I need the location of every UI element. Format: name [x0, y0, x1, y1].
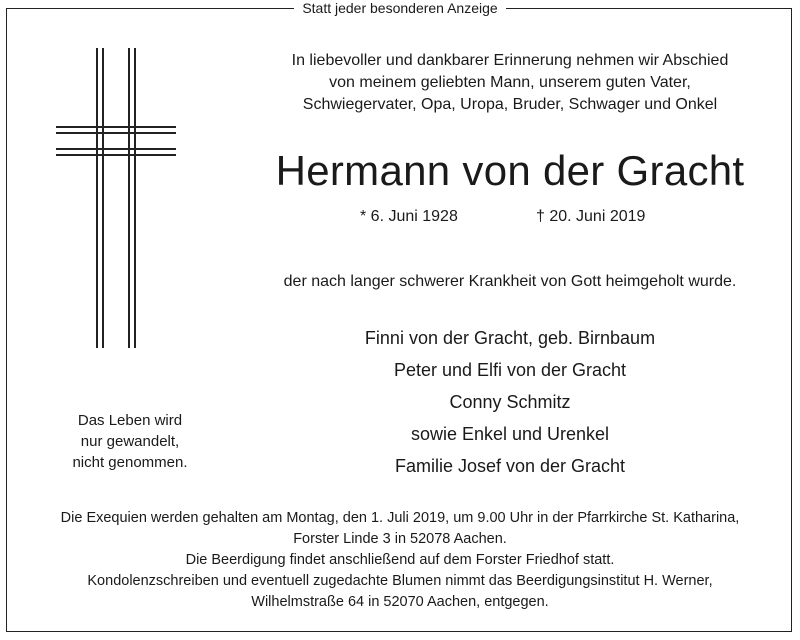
mourners-list — [230, 322, 790, 482]
notice-header — [0, 0, 800, 16]
intro-line: In liebevoller und dankbarer Erinnerung nehmen wir Abschied — [291, 52, 729, 69]
intro-line: von meinem geliebten Mann, unserem guten Vater, — [329, 74, 691, 91]
mourner-entry: sowie Enkel und Urenkel — [410, 424, 610, 444]
deceased-name: Hermann von der Gracht — [275, 147, 745, 194]
mourner-entry: Finni von der Gracht, geb. Birnbaum — [364, 328, 656, 348]
quote-line: nur gewandelt, — [80, 433, 180, 450]
illness-text: der nach langer schwerer Krankheit von Gott heimgeholt wurde. — [283, 273, 737, 290]
details-line: Die Exequien werden gehalten am Montag, den 1. Juli 2019, um 9.00 Uhr in der Pfarrkirche St. Katharina, — [60, 510, 740, 526]
details-line: Die Beerdigung findet anschließend auf dem Forster Friedhof statt. — [185, 552, 615, 568]
birth-date: * 6. Juni 1928 — [360, 208, 458, 225]
death-date: † 20. Juni 2019 — [536, 208, 646, 225]
intro-line: Schwiegervater, Opa, Uropa, Bruder, Schwager und Onkel — [302, 96, 718, 113]
details-line: Wilhelmstraße 64 in 52070 Aachen, entgegen. — [251, 594, 549, 610]
quote-line: nicht genommen. — [72, 454, 188, 471]
details-line: Kondolenzschreiben und eventuell zugedachte Blumen nimmt das Beerdigungsinstitut H. Werner, — [87, 573, 713, 589]
mourner-entry: Conny Schmitz — [449, 392, 571, 412]
intro-text — [230, 50, 790, 116]
mourner-entry: Familie Josef von der Gracht — [394, 456, 626, 476]
quote-block — [40, 410, 220, 473]
quote-line: Das Leben wird — [77, 412, 183, 429]
funeral-details — [20, 508, 780, 613]
details-line: Forster Linde 3 in 52078 Aachen. — [293, 531, 507, 547]
header-label: Statt jeder besonderen Anzeige — [294, 0, 505, 16]
mourner-entry: Peter und Elfi von der Gracht — [393, 360, 627, 380]
cross-icon — [56, 48, 176, 348]
